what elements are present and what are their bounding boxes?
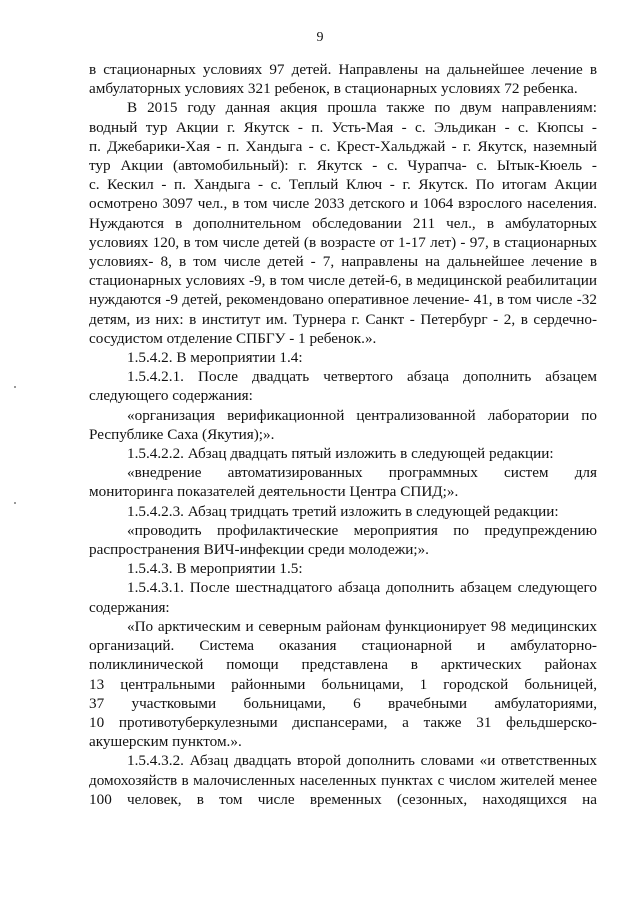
text-line: акушерским пунктом.». — [89, 733, 242, 751]
text-line: тур Акции (автомобильный): г. Якутск - с. Чурапча- с. Ытык-Кюель - — [89, 157, 597, 175]
document-body — [89, 60, 597, 809]
text-line: в стационарных условиях 97 детей. Направлены на дальнейшее лечение в — [89, 61, 597, 78]
text-line: «внедрение автоматизированных программных систем для — [127, 464, 597, 482]
text-line: Республике Саха (Якутия);». — [89, 425, 275, 443]
text-line: п. Джебарики-Хая - п. Хандыга - с. Крест-Хальджай - г. Якутск, наземный — [89, 137, 597, 155]
text-line: 37 участковыми больницами, 6 врачебными амбулаториями, — [89, 694, 597, 712]
text-line: условиях- 8, в том числе детей - 7, направлены на дальнейшее лечение в — [89, 253, 597, 271]
text-line: 13 центральными районными больницами, 1 городской больницей, — [89, 675, 597, 693]
text-line: 1.5.4.2.2. Абзац двадцать пятый изложить в следующей редакции: — [127, 445, 554, 463]
text-line: поликлинической помощи представлена в арктических районах — [89, 656, 597, 674]
text-line: 1.5.4.2. В мероприятии 1.4: — [127, 349, 303, 367]
text-line: водный тур Акции г. Якутск - п. Усть-Мая - с. Эльдикан - с. Кюпсы - — [89, 118, 597, 136]
text-line: организаций. Система оказания стационарной и амбулаторно- — [89, 637, 597, 655]
text-line: домохозяйств в малочисленных населенных пунктах с числом жителей менее — [89, 771, 597, 789]
text-line: «организация верификационной централизованной лаборатории по — [127, 406, 597, 424]
text-line: 10 противотуберкулезными диспансерами, а также 31 фельдшерско- — [89, 713, 597, 731]
text-line: 100 человек, в том числе временных (сезонных, находящихся на — [89, 790, 597, 808]
text-line: «По арктическим и северным районам функционирует 98 медицинских — [127, 617, 597, 635]
text-line: 1.5.4.3.2. Абзац двадцать второй дополнить словами «и ответственных — [127, 752, 597, 770]
text-line: «проводить профилактические мероприятия по предупреждению — [127, 521, 597, 539]
margin-mark — [14, 502, 16, 504]
text-line: детям, из них: в институт им. Турнера г. Санкт - Петербург - 2, в сердечно- — [89, 310, 597, 328]
text-line: осмотрено 3097 чел., в том числе 2033 детского и 1064 взрослого населения. — [89, 195, 597, 213]
page-number: 9 — [316, 30, 324, 45]
text-line: Нуждаются в дополнительном обследовании 211 чел., в амбулаторных — [89, 214, 597, 232]
text-line: сосудистом отделение СПБГУ - 1 ребенок.». — [89, 329, 377, 347]
text-line: 1.5.4.3. В мероприятии 1.5: — [127, 560, 303, 578]
text-line: условиях 120, в том числе детей (в возрасте от 1-17 лет) - 97, в стационарных — [89, 233, 597, 251]
text-line: распространения ВИЧ-инфекции среди молодежи;». — [89, 541, 429, 559]
margin-mark — [14, 386, 16, 388]
text-line: содержания: — [89, 598, 170, 616]
text-line: стационарных условиях -9, в том числе детей-6, в медицинской реабилитации — [89, 272, 597, 290]
text-line: 1.5.4.3.1. После шестнадцатого абзаца дополнить абзацем следующего — [127, 579, 597, 597]
text-line: следующего содержания: — [89, 387, 253, 405]
text-line: 1.5.4.2.3. Абзац тридцать третий изложить в следующей редакции: — [127, 502, 559, 520]
text-line: мониторинга показателей деятельности Центра СПИД;». — [89, 483, 459, 501]
text-line: В 2015 году данная акция прошла также по двум направлениям: — [127, 99, 597, 117]
text-line: амбулаторных условиях 321 ребенок, в стационарных условиях 72 ребенка. — [89, 80, 578, 98]
text-line: нуждаются -9 детей, рекомендовано оперативное лечение- 41, в том числе -32 — [89, 291, 597, 309]
text-line: с. Кескил - п. Хандыга - с. Теплый Ключ - г. Якутск. По итогам Акции — [89, 176, 597, 194]
text-line: 1.5.4.2.1. После двадцать четвертого абзаца дополнить абзацем — [127, 368, 597, 386]
